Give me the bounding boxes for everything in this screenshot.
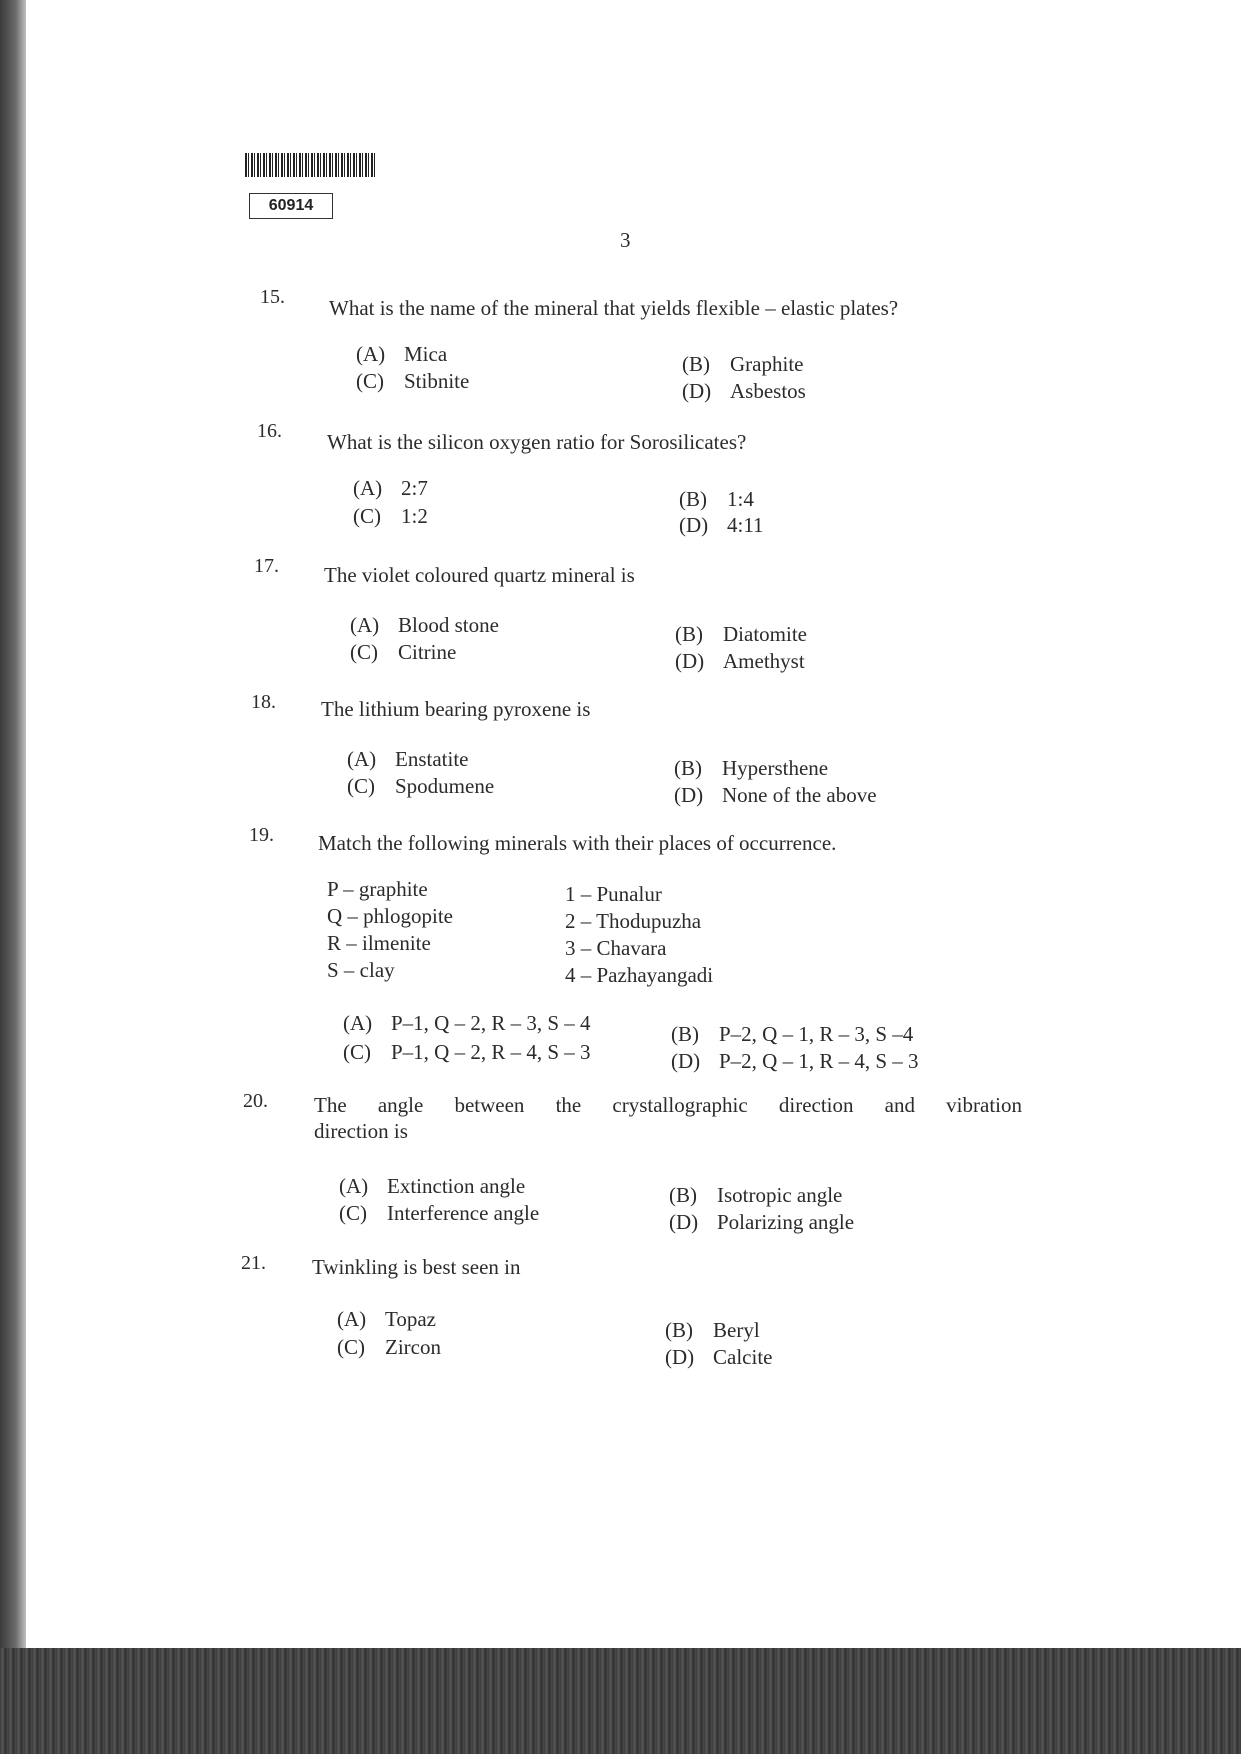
scan-bottom-band xyxy=(0,1648,1241,1754)
option-b: (B) Isotropic angle xyxy=(669,1183,843,1207)
scan-left-edge xyxy=(0,0,26,1754)
question-text-line-2: direction is xyxy=(314,1119,408,1143)
option-a: (A) Topaz xyxy=(337,1307,437,1331)
match-left-item: P – graphite xyxy=(327,877,428,901)
question-number: 21. xyxy=(241,1252,266,1274)
question-text: The violet coloured quartz mineral is xyxy=(324,563,635,587)
option-c: (C) Spodumene xyxy=(347,774,495,798)
question-number: 19. xyxy=(249,824,274,846)
question-text: What is the name of the mineral that yields flexible – elastic plates? xyxy=(329,296,899,320)
question-text: Twinkling is best seen in xyxy=(312,1255,521,1279)
option-c: (C) Zircon xyxy=(337,1335,441,1359)
question-number: 15. xyxy=(260,286,285,308)
option-d: (D) Amethyst xyxy=(675,649,805,673)
option-c: (C) 1:2 xyxy=(353,504,428,528)
question-text-line-1: The angle between the crystallographic direction and vibration xyxy=(314,1093,1022,1117)
option-b: (B) Beryl xyxy=(665,1318,760,1342)
option-a: (A) 2:7 xyxy=(353,476,428,500)
option-a: (A) P–1, Q – 2, R – 3, S – 4 xyxy=(343,1011,591,1035)
option-b: (B) Graphite xyxy=(682,352,804,376)
question-text: Match the following minerals with their places of occurrence. xyxy=(318,831,837,855)
option-a: (A) Extinction angle xyxy=(339,1174,526,1198)
option-c: (C) Interference angle xyxy=(339,1201,540,1225)
match-right-item: 1 – Punalur xyxy=(565,882,662,906)
question-number: 18. xyxy=(251,691,276,713)
option-d: (D) None of the above xyxy=(674,783,877,807)
option-c: (C) P–1, Q – 2, R – 4, S – 3 xyxy=(343,1040,591,1064)
question-text: The lithium bearing pyroxene is xyxy=(321,697,591,721)
option-a: (A) Enstatite xyxy=(347,747,469,771)
match-left-item: Q – phlogopite xyxy=(327,904,453,928)
option-d: (D) Calcite xyxy=(665,1345,773,1369)
match-left-item: S – clay xyxy=(327,958,395,982)
option-d: (D) Polarizing angle xyxy=(669,1210,855,1234)
match-left-item: R – ilmenite xyxy=(327,931,431,955)
barcode xyxy=(245,153,375,177)
option-c: (C) Stibnite xyxy=(356,369,470,393)
option-d: (D) Asbestos xyxy=(682,379,806,403)
option-b: (B) Diatomite xyxy=(675,622,807,646)
question-number: 16. xyxy=(257,420,282,442)
match-right-item: 4 – Pazhayangadi xyxy=(565,963,714,987)
question-number: 20. xyxy=(243,1090,268,1112)
question-number: 17. xyxy=(254,555,279,577)
option-c: (C) Citrine xyxy=(350,640,457,664)
match-right-item: 3 – Chavara xyxy=(565,936,667,960)
paper-code: 60914 xyxy=(249,193,333,219)
option-d: (D) P–2, Q – 1, R – 4, S – 3 xyxy=(671,1049,919,1073)
option-a: (A) Blood stone xyxy=(350,613,499,637)
option-d: (D) 4:11 xyxy=(679,513,764,537)
page-number: 3 xyxy=(620,228,631,252)
option-b: (B) P–2, Q – 1, R – 3, S –4 xyxy=(671,1022,914,1046)
question-text: What is the silicon oxygen ratio for Sorosilicates? xyxy=(327,430,747,454)
option-b: (B) Hypersthene xyxy=(674,756,829,780)
match-right-item: 2 – Thodupuzha xyxy=(565,909,702,933)
option-a: (A) Mica xyxy=(356,342,448,366)
option-b: (B) 1:4 xyxy=(679,487,754,511)
